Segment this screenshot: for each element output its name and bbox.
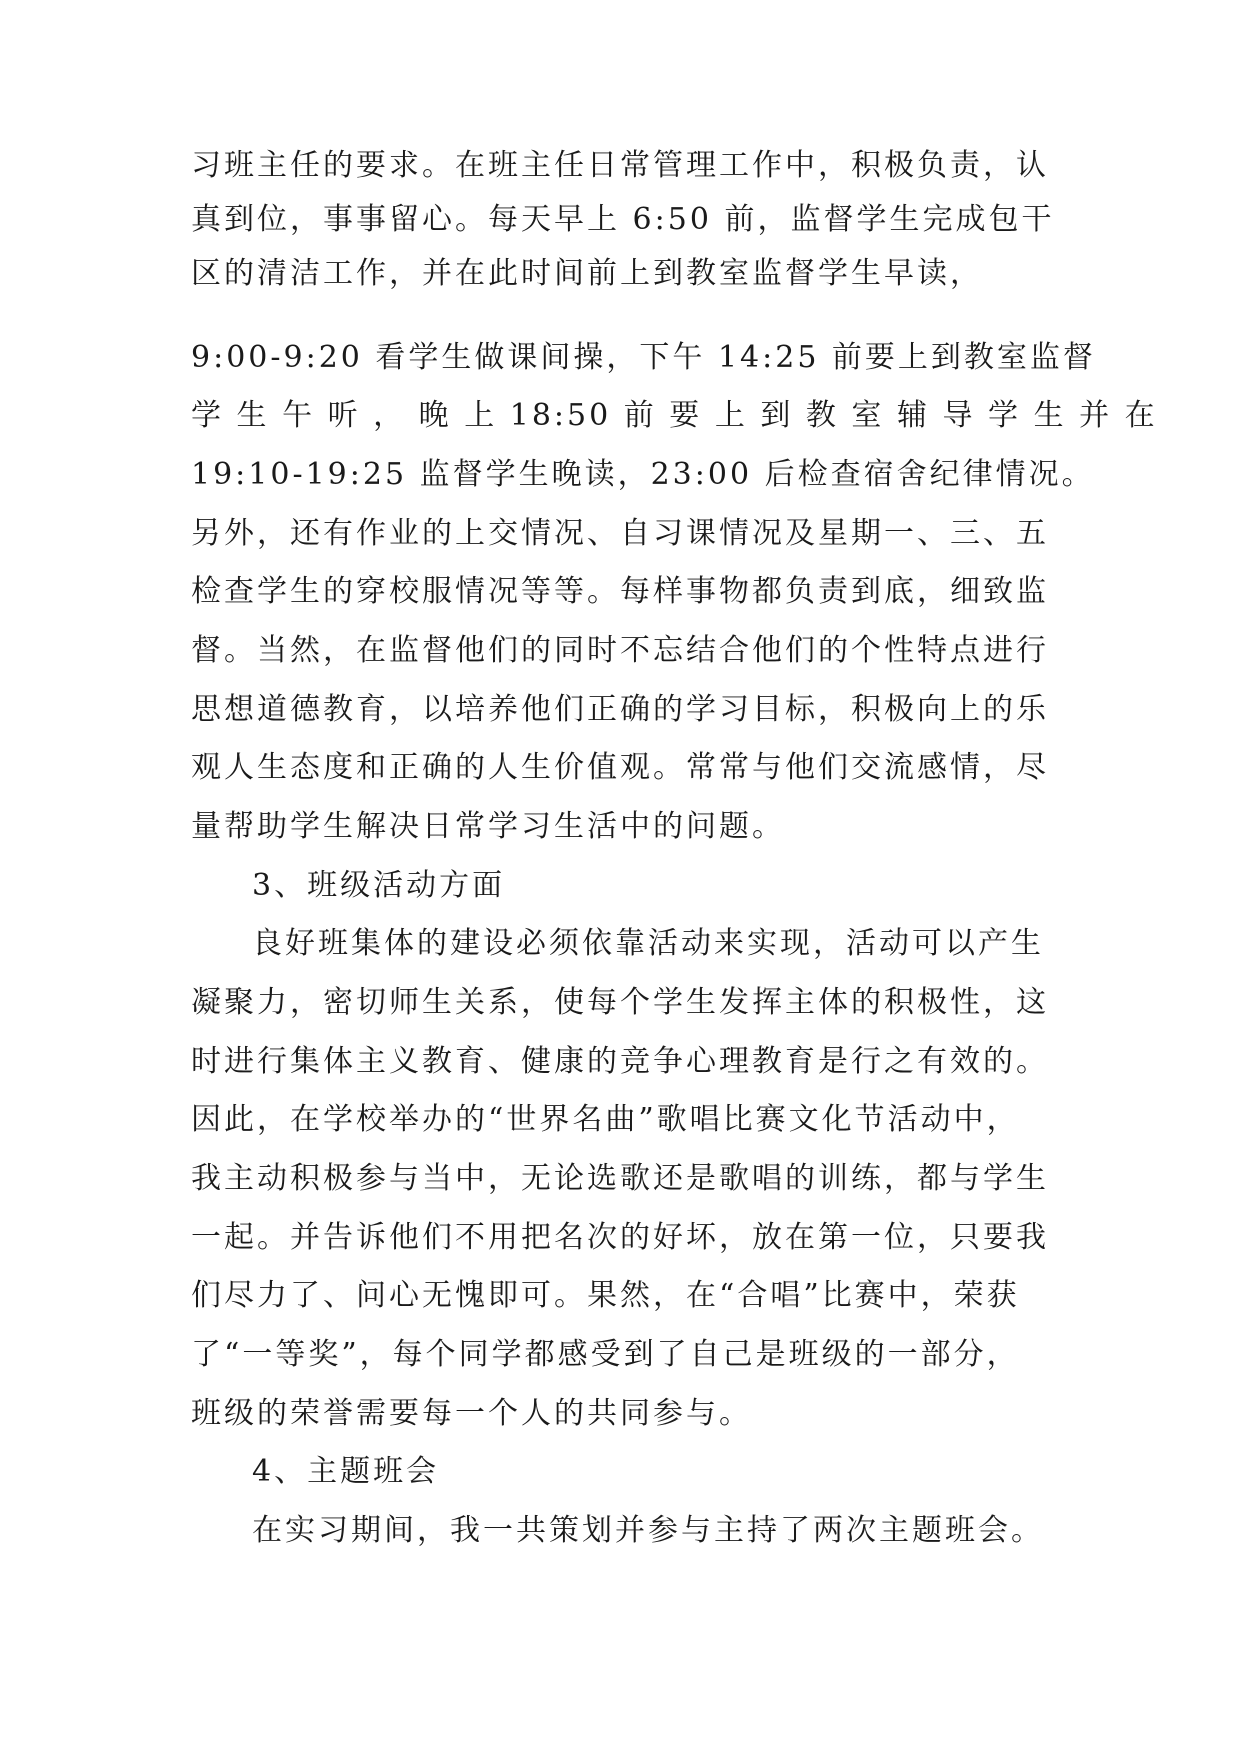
section-heading: 4、主题班会: [252, 1454, 440, 1489]
text-line: 观人生态度和正确的人生价值观。常常与他们交流感情，尽: [191, 750, 1049, 785]
text-line: 检查学生的穿校服情况等等。每样事物都负责到底，细致监: [191, 574, 1049, 609]
text-line: 因此，在学校举办的“世界名曲”歌唱比赛文化节活动中，: [191, 1102, 1020, 1137]
text-line: 凝聚力，密切师生关系，使每个学生发挥主体的积极性，这: [191, 985, 1049, 1020]
text-line: 了“一等奖”，每个同学都感受到了自己是班级的一部分，: [191, 1337, 1020, 1372]
text-line: 区的清洁工作，并在此时间前上到教室监督学生早读，: [191, 256, 983, 291]
text-line: 学 生 午 听 ， 晚 上 18:50 前 要 上 到 教 室 辅 导 学 生 并 在: [191, 398, 1158, 433]
text-line: 良好班集体的建设必须依靠活动来实现，活动可以产生: [252, 926, 1044, 961]
text-line: 时进行集体主义教育、健康的竞争心理教育是行之有效的。: [191, 1044, 1049, 1079]
text-line: 思想道德教育，以培养他们正确的学习目标，积极向上的乐: [191, 692, 1049, 727]
text-line: 量帮助学生解决日常学习生活中的问题。: [191, 809, 785, 844]
text-line: 习班主任的要求。在班主任日常管理工作中，积极负责，认: [191, 148, 1049, 183]
text-line: 真到位，事事留心。每天早上 6:50 前，监督学生完成包干: [191, 202, 1055, 237]
text-line: 我主动积极参与当中，无论选歌还是歌唱的训练，都与学生: [191, 1161, 1049, 1196]
text-line: 19:10-19:25 监督学生晚读，23:00 后检查宿舍纪律情况。: [191, 457, 1095, 492]
text-line: 班级的荣誉需要每一个人的共同参与。: [191, 1396, 752, 1431]
text-line: 在实习期间，我一共策划并参与主持了两次主题班会。: [252, 1513, 1044, 1548]
text-line: 另外，还有作业的上交情况、自习课情况及星期一、三、五: [191, 516, 1049, 551]
section-heading: 3、班级活动方面: [252, 868, 506, 903]
text-line: 一起。并告诉他们不用把名次的好坏，放在第一位，只要我: [191, 1220, 1049, 1255]
text-line: 9:00-9:20 看学生做课间操，下午 14:25 前要上到教室监督: [191, 340, 1096, 375]
text-line: 们尽力了、问心无愧即可。果然，在“合唱”比赛中，荣获: [191, 1278, 1020, 1313]
text-line: 督。当然，在监督他们的同时不忘结合他们的个性特点进行: [191, 633, 1049, 668]
